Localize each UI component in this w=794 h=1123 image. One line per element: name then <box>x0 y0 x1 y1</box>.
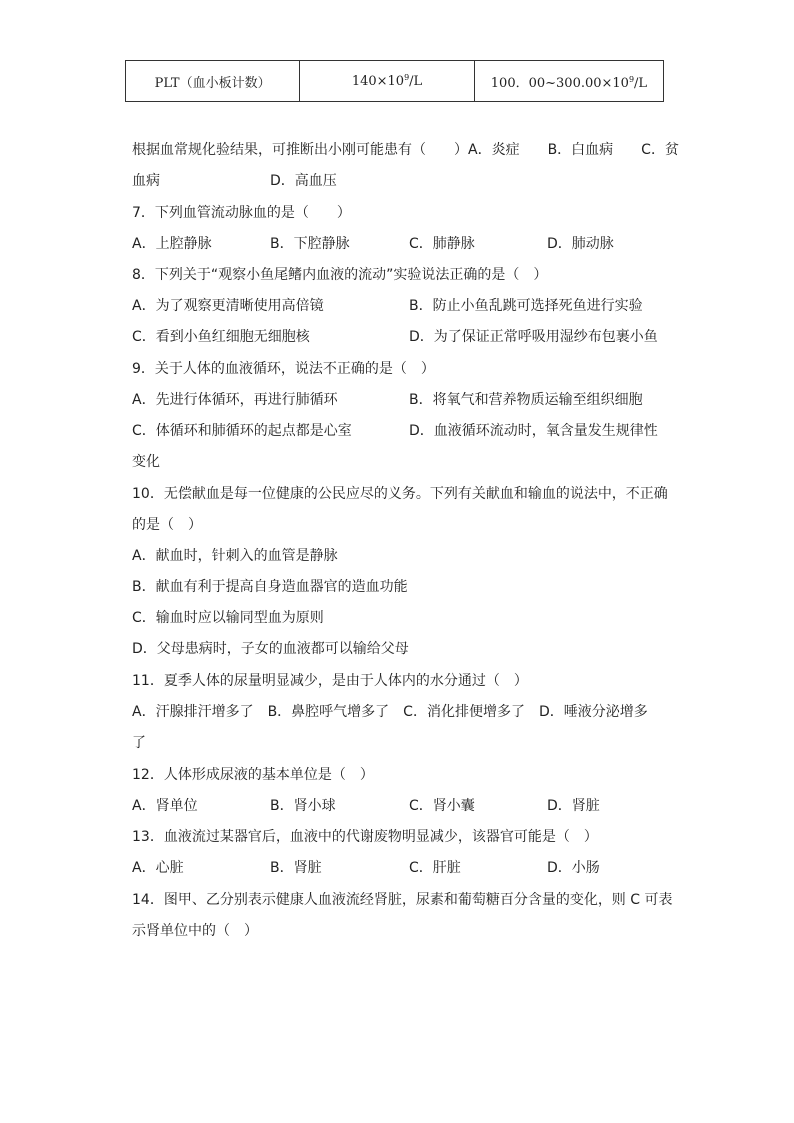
question-10-option-a: A．献血时，针刺入的血管是静脉 <box>132 548 338 564</box>
question-9-option-a: A．先进行体循环，再进行肺循环 <box>132 392 338 408</box>
question-14-stem-cont: 示肾单位中的（ ） <box>132 923 258 939</box>
blood-test-table <box>125 60 664 102</box>
question-8-option-d: D．为了保证正常呼吸用湿纱布包裹小鱼 <box>409 329 658 345</box>
question-6-stem-cont: 血病 <box>132 173 160 189</box>
question-8-option-a: A．为了观察更清晰使用高倍镜 <box>132 298 324 314</box>
question-8-stem: 8．下列关于“观察小鱼尾鳍内血液的流动”实验说法正确的是（ ） <box>132 267 548 283</box>
question-7-option-a: A．上腔静脉 <box>132 236 212 252</box>
question-10-stem-cont: 的是（ ） <box>132 517 202 533</box>
table-cell-item <box>126 61 300 102</box>
question-10-option-b: B．献血有利于提高自身造血器官的造血功能 <box>132 579 408 595</box>
question-10-option-c: C．输血时应以输同型血为原则 <box>132 610 324 626</box>
question-13-option-a: A．心脏 <box>132 860 184 876</box>
question-9-option-d: D．血液循环流动时，氧含量发生规律性 <box>409 423 658 439</box>
cell-exponent: 9 <box>404 73 410 82</box>
question-10-stem: 10．无偿献血是每一位健康的公民应尽的义务。下列有关献血和输血的说法中，不正确 <box>132 486 668 502</box>
question-7-option-d: D．肺动脉 <box>547 236 614 252</box>
question-8-option-b: B．防止小鱼乱跳可选择死鱼进行实验 <box>409 298 643 314</box>
cell-text: 100．00~300.00×10 <box>490 75 629 91</box>
question-11-options: A．汗腺排汗增多了 B．鼻腔呼气增多了 C．消化排便增多了 D．唾液分泌增多 <box>132 704 648 720</box>
question-6-stem: 根据血常规化验结果，可推断出小刚可能患有（ ）A．炎症 B．白血病 C．贫 <box>132 142 679 158</box>
question-12-option-b: B．肾小球 <box>270 798 336 814</box>
cell-unit: /L <box>409 74 423 89</box>
question-13-option-c: C．肝脏 <box>409 860 461 876</box>
question-10-option-d: D．父母患病时，子女的血液都可以输给父母 <box>132 641 409 657</box>
question-12-stem: 12．人体形成尿液的基本单位是（ ） <box>132 767 374 783</box>
question-13-stem: 13．血液流过某器官后，血液中的代谢废物明显减少，该器官可能是（ ） <box>132 829 598 845</box>
cell-text: PLT（血小板计数） <box>154 75 271 91</box>
question-9-option-b: B．将氧气和营养物质运输至组织细胞 <box>409 392 643 408</box>
question-12-option-a: A．肾单位 <box>132 798 198 814</box>
question-7-option-c: C．肺静脉 <box>409 236 475 252</box>
question-13-option-b: B．肾脏 <box>270 860 322 876</box>
question-7-option-b: B．下腔静脉 <box>270 236 350 252</box>
question-8-option-c: C．看到小鱼红细胞无细胞核 <box>132 329 310 345</box>
question-11-stem: 11．夏季人体的尿量明显减少，是由于人体内的水分通过（ ） <box>132 673 528 689</box>
question-12-option-c: C．肾小囊 <box>409 798 475 814</box>
question-9-stem: 9．关于人体的血液循环，说法不正确的是（ ） <box>132 361 435 377</box>
question-6-option-d: D．高血压 <box>270 173 337 189</box>
cell-unit: /L <box>634 75 648 91</box>
question-9-option-d-cont: 变化 <box>132 454 160 470</box>
question-14-stem: 14．图甲、乙分别表示健康人血液流经肾脏，尿素和葡萄糖百分含量的变化，则 C 可表 <box>132 892 673 908</box>
question-9-option-c: C．体循环和肺循环的起点都是心室 <box>132 423 352 439</box>
cell-exponent: 9 <box>628 74 635 84</box>
question-13-option-d: D．小肠 <box>547 860 600 876</box>
question-7-stem: 7．下列血管流动脉血的是（ ） <box>132 205 351 221</box>
table-cell-value <box>300 61 475 102</box>
table-cell-range <box>474 61 663 102</box>
question-12-option-d: D．肾脏 <box>547 798 600 814</box>
cell-text: 140×10 <box>351 74 405 89</box>
table-row <box>126 61 664 102</box>
question-11-options-cont: 了 <box>132 735 146 751</box>
